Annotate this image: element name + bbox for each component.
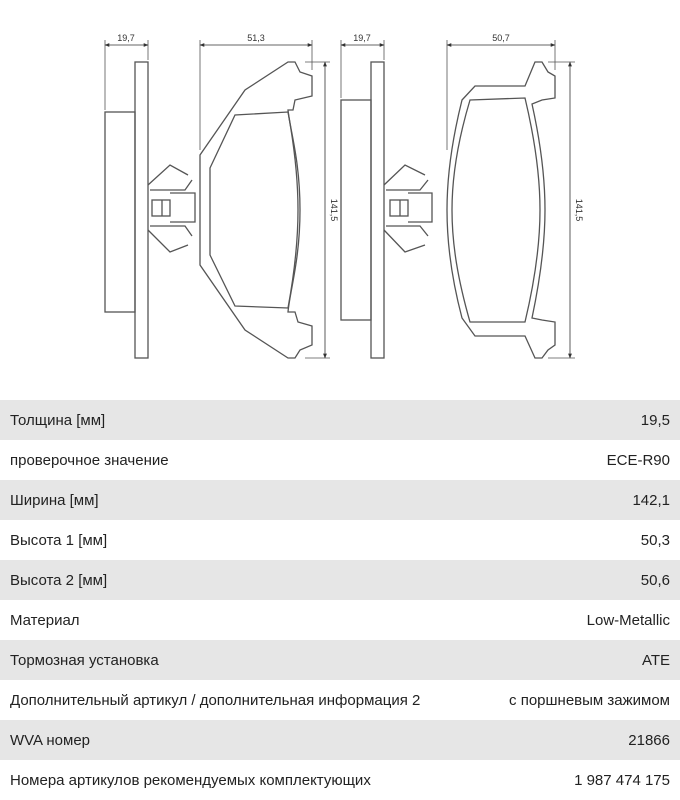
spec-label: Дополнительный артикул / дополнительная информация 2 (10, 691, 421, 709)
spec-label: Материал (10, 611, 80, 629)
spec-label: Высота 2 [мм] (10, 571, 108, 589)
left-thickness-dimension (105, 33, 148, 110)
spec-row-wva-number (0, 720, 680, 760)
right-width-dimension (548, 62, 584, 358)
left-thickness-label: 19,7 (117, 33, 135, 43)
spec-row-test-value (0, 440, 680, 480)
spec-row-height-1 (0, 520, 680, 560)
spec-value: 21866 (628, 731, 670, 749)
spec-row-material (0, 600, 680, 640)
spec-value: 142,1 (632, 491, 670, 509)
left-pad-front-view (200, 62, 312, 358)
spec-value: ECE-R90 (606, 451, 670, 469)
right-width-label: 141,5 (574, 198, 584, 222)
spec-row-additional-info (0, 680, 680, 720)
spec-label: Тормозная установка (10, 651, 159, 669)
spec-value: Low-Metallic (586, 611, 670, 629)
spec-row-height-2 (0, 560, 680, 600)
spec-value: 1 987 474 175 (574, 771, 670, 789)
spec-row-width (0, 480, 680, 520)
spec-label: Номера артикулов рекомендуемых комплектующих (10, 771, 371, 789)
spec-value: 50,3 (640, 531, 670, 549)
right-pad-front-view (447, 62, 555, 358)
spec-label: Ширина [мм] (10, 491, 99, 509)
right-thickness-label: 19,7 (353, 33, 371, 43)
left-width-dimension (305, 62, 339, 358)
right-height-label: 50,7 (492, 33, 510, 43)
right-pad-side-view (341, 62, 432, 358)
spec-value: ATE (641, 651, 670, 669)
left-pad-side-view (105, 62, 195, 358)
specifications-table (0, 400, 680, 800)
spec-label: Толщина [мм] (10, 411, 106, 429)
spec-label: проверочное значение (10, 451, 169, 469)
spec-row-recommended-accessories (0, 760, 680, 800)
spec-value: с поршневым зажимом (509, 691, 670, 709)
spec-value: 19,5 (640, 411, 670, 429)
right-height-dimension (447, 33, 555, 150)
left-height-dimension (200, 33, 312, 150)
spec-row-thickness (0, 400, 680, 440)
spec-row-brake-system (0, 640, 680, 680)
left-width-label: 141,5 (329, 198, 339, 222)
spec-label: Высота 1 [мм] (10, 531, 108, 549)
left-height-label: 51,3 (247, 33, 265, 43)
spec-label: WVA номер (10, 731, 91, 749)
spec-value: 50,6 (640, 571, 670, 589)
right-thickness-dimension (341, 33, 384, 98)
